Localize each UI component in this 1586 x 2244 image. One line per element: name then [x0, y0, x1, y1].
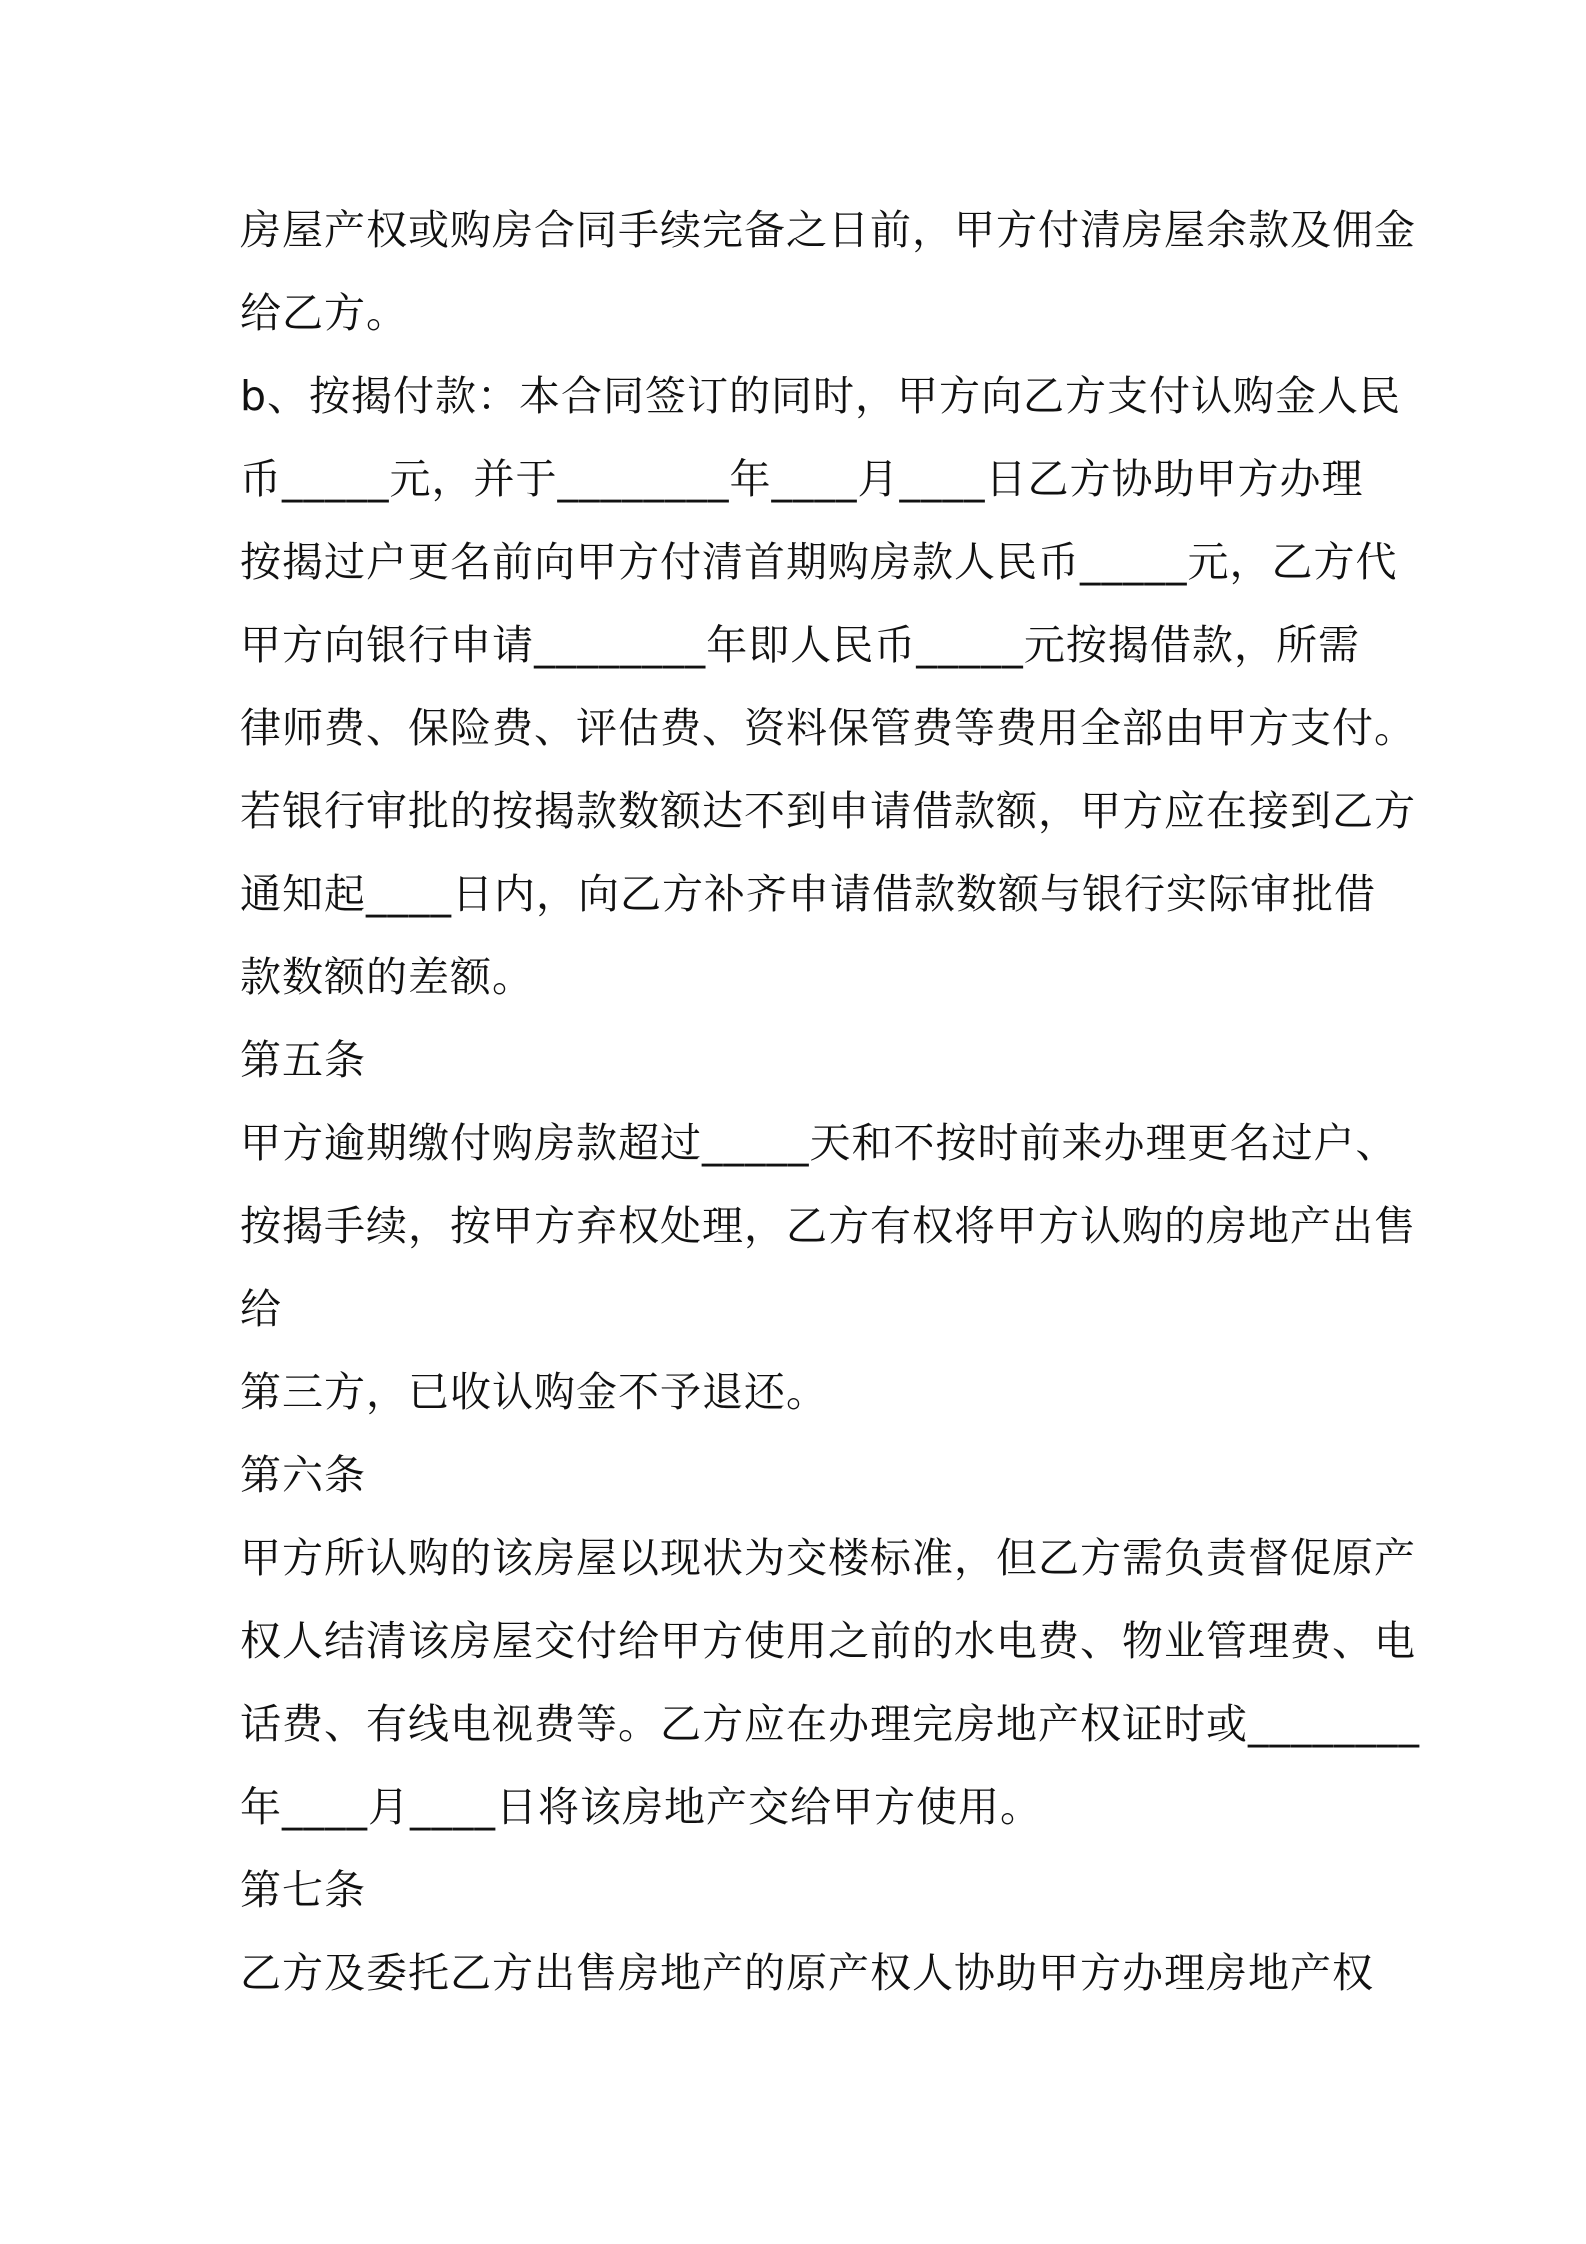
section-heading: 第七条	[240, 1866, 366, 1914]
text-line: 币_____元，并于________年____月____日乙方协助甲方办理	[240, 455, 1364, 503]
text-line: 给乙方。	[240, 289, 408, 337]
text-line: 甲方逾期缴付购房款超过_____天和不按时前来办理更名过户、	[240, 1119, 1398, 1167]
text-line: 乙方及委托乙方出售房地产的原产权人协助甲方办理房地产权	[240, 1949, 1374, 1997]
text-line: 给	[240, 1285, 282, 1333]
text-line: 第三方，已收认购金不予退还。	[240, 1368, 828, 1416]
text-line: 通知起____日内，向乙方补齐申请借款数额与银行实际审批借	[240, 870, 1376, 918]
text-line: b、按揭付款：本合同签订的同时，甲方向乙方支付认购金人民	[240, 372, 1402, 420]
text-line: 按揭过户更名前向甲方付清首期购房款人民币_____元，乙方代	[240, 538, 1398, 586]
text-line: 年____月____日将该房地产交给甲方使用。	[240, 1783, 1042, 1831]
text-line: 按揭手续，按甲方弃权处理，乙方有权将甲方认购的房地产出售	[240, 1202, 1416, 1250]
text-line: 款数额的差额。	[240, 953, 534, 1001]
text-line: 话费、有线电视费等。乙方应在办理完房地产权证时或________	[240, 1700, 1420, 1748]
text-line: 房屋产权或购房合同手续完备之日前，甲方付清房屋余款及佣金	[240, 206, 1416, 254]
section-heading: 第六条	[240, 1451, 366, 1499]
text-line: 甲方所认购的该房屋以现状为交楼标准，但乙方需负责督促原产	[240, 1534, 1416, 1582]
text-line: 律师费、保险费、评估费、资料保管费等费用全部由甲方支付。	[240, 704, 1416, 752]
text-line: 甲方向银行申请________年即人民币_____元按揭借款，所需	[240, 621, 1360, 669]
section-heading: 第五条	[240, 1036, 366, 1084]
text-line: 若银行审批的按揭款数额达不到申请借款额，甲方应在接到乙方	[240, 787, 1416, 835]
text-line: 权人结清该房屋交付给甲方使用之前的水电费、物业管理费、电	[240, 1617, 1416, 1665]
